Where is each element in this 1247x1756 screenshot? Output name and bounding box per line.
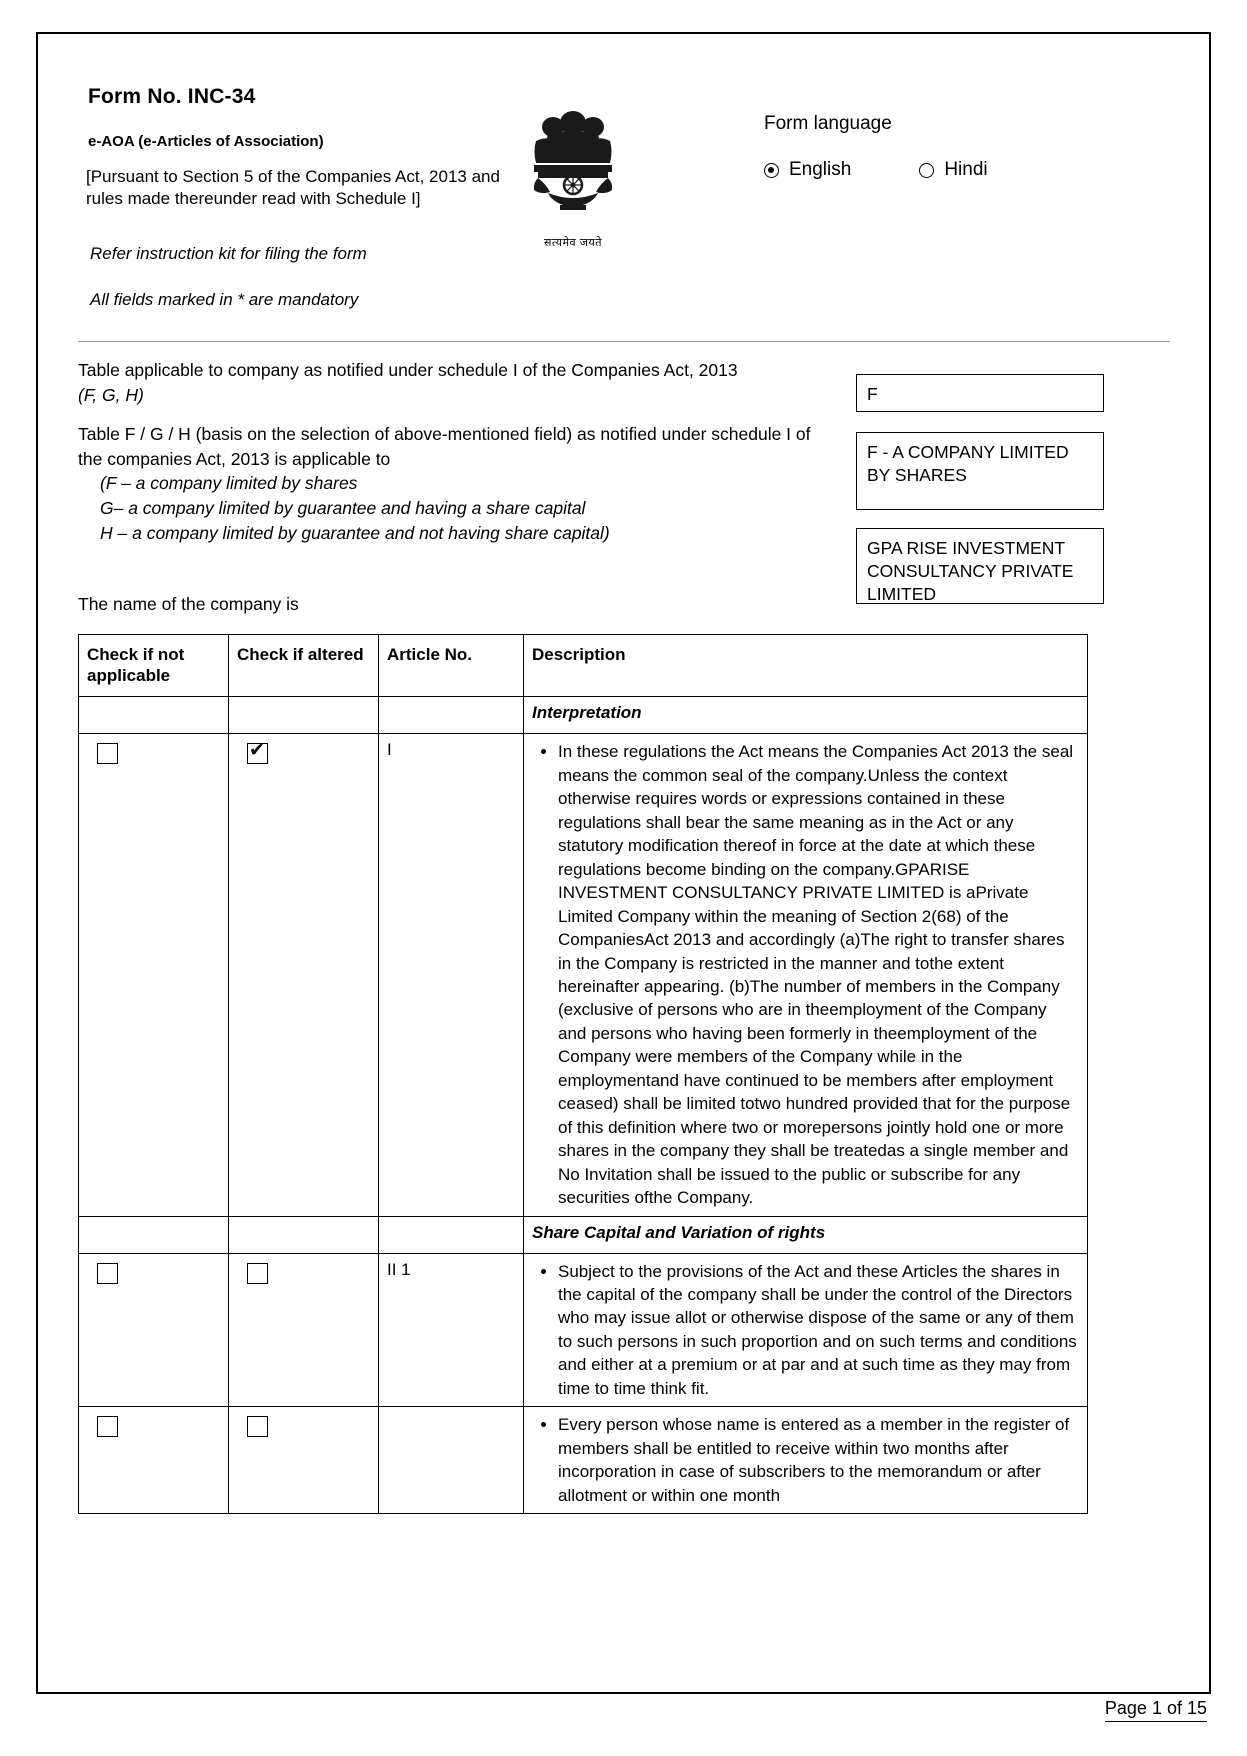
company-name-label: The name of the company is xyxy=(78,593,299,614)
header-divider xyxy=(78,341,1170,342)
section2-blank-cell-2 xyxy=(229,1216,379,1253)
section-title-share-capital: Share Capital and Variation of rights xyxy=(524,1216,1088,1253)
form-subtitle: e-AOA (e-Articles of Association) xyxy=(88,133,324,150)
section-blank-cell-3 xyxy=(379,697,524,734)
language-option-english[interactable] xyxy=(764,159,851,181)
form-language-label: Form language xyxy=(764,113,892,134)
row-3-article-no xyxy=(379,1407,524,1514)
intro-section xyxy=(78,358,1170,622)
instruction-kit-note: Refer instruction kit for filing the form xyxy=(90,243,367,263)
intro-bullet-h: H – a company limited by guarantee and not having share capital) xyxy=(100,523,610,544)
header-check-altered: Check if altered xyxy=(229,635,379,697)
checkbox-not-applicable-icon[interactable] xyxy=(97,1263,118,1284)
checkbox-not-applicable-icon[interactable] xyxy=(97,743,118,764)
form-number: Form No. INC-34 xyxy=(88,85,256,108)
row-1-description-text: • In these regulations the Act means the Companies Act 2013 the seal means the common seal of the company.Unless the context otherwise requires words or expressions contained in these regulations shall bear the same meaning as in the Act or any statutory modification thereof in force at the date at which these regulations become binding on the company.GPARISE INVESTMENT CONSULTANCY PRIVATE LIMITED is aPrivate Limited Company within the meaning of Section 2(68) of the CompaniesAct 2013 and accordingly (a)The right to transfer shares in the Company is restricted in the manner and tothe extent hereinafter appearing. (b)The number of members in the Company (exclusive of persons who are in theemployment of the Company and persons who having been formerly in theemployment of the Company were members of the Company while in the employmentand have continued to be members after employment ceased) shall be limited totwo hundred provided that for the purpose of this definition where two or morepersons jointly hold one or more shares in the company they shall be treatedas a single member and No Invitation shall be issued to the public or subscribe for any securities ofthe Company. xyxy=(558,740,1079,1209)
company-name-field[interactable]: GPA RISE INVESTMENT CONSULTANCY PRIVATE LIMITED xyxy=(856,528,1104,604)
section-row-interpretation xyxy=(79,697,1088,734)
section-blank-cell-2 xyxy=(229,697,379,734)
intro-line-1: Table applicable to company as notified under schedule I of the Companies Act, 2013 xyxy=(78,360,738,380)
section-blank-cell-1 xyxy=(79,697,229,734)
applicable-table-field[interactable]: F - A COMPANY LIMITED BY SHARES xyxy=(856,432,1104,510)
row-2-description-text: • Subject to the provisions of the Act and these Articles the shares in the capital of the company shall be under the control of the Directors who may issue allot or otherwise dispose of the same or any of them to such persons in such proportion and on such terms and conditions and either at a premium or at par and at such time as they may from time to time think fit. xyxy=(558,1260,1079,1401)
header-description: Description xyxy=(524,635,1088,697)
row-3-description xyxy=(524,1407,1088,1514)
table-row xyxy=(79,734,1088,1216)
table-header-row xyxy=(79,635,1088,697)
section-title-interpretation: Interpretation xyxy=(524,697,1088,734)
row-1-not-applicable-cell[interactable] xyxy=(79,734,229,1216)
form-language-block xyxy=(764,113,1094,181)
row-2-altered-cell[interactable] xyxy=(229,1253,379,1407)
section-row-share-capital xyxy=(79,1216,1088,1253)
radio-hindi-icon[interactable] xyxy=(919,163,934,178)
page-footer: Page 1 of 15 xyxy=(1105,1698,1207,1722)
intro-line-2: Table F / G / H (basis on the selection of above-mentioned field) as notified under schedule I of the companies Act, 2013 is applicable to xyxy=(78,423,811,469)
row-2-article-no: II 1 xyxy=(379,1253,524,1407)
checkbox-altered-icon[interactable] xyxy=(247,743,268,764)
header-article-no: Article No. xyxy=(379,635,524,697)
language-option-english-label: English xyxy=(789,159,852,180)
section2-blank-cell-1 xyxy=(79,1216,229,1253)
header-check-not-applicable: Check if not applicable xyxy=(79,635,229,697)
table-row xyxy=(79,1253,1088,1407)
intro-bullet-g: G– a company limited by guarantee and having a share capital xyxy=(100,498,586,519)
national-emblem xyxy=(508,105,638,250)
checkbox-altered-icon[interactable] xyxy=(247,1263,268,1284)
emblem-icon xyxy=(518,105,628,233)
row-1-description xyxy=(524,734,1088,1216)
row-2-description xyxy=(524,1253,1088,1407)
form-pursuant-note: [Pursuant to Section 5 of the Companies Act, 2013 and rules made thereunder read with Schedule I] xyxy=(86,167,500,208)
checkbox-not-applicable-icon[interactable] xyxy=(97,1416,118,1437)
row-1-altered-cell[interactable] xyxy=(229,734,379,1216)
row-3-altered-cell[interactable] xyxy=(229,1407,379,1514)
language-option-hindi-label: Hindi xyxy=(944,159,988,180)
schedule-table-field[interactable]: F xyxy=(856,374,1104,412)
form-header xyxy=(78,85,1170,335)
checkbox-altered-icon[interactable] xyxy=(247,1416,268,1437)
row-1-article-no: I xyxy=(379,734,524,1216)
form-language-options xyxy=(764,159,1094,181)
intro-line-1-italic: (F, G, H) xyxy=(78,384,144,405)
articles-table xyxy=(78,634,1088,1514)
row-3-description-text: • Every person whose name is entered as a member in the register of members shall be entitled to receive within two months after incorporation in case of subscribers to the memorandum or after allotment or within one month xyxy=(558,1413,1079,1507)
row-2-not-applicable-cell[interactable] xyxy=(79,1253,229,1407)
language-option-hindi[interactable] xyxy=(919,159,987,181)
intro-bullet-f: (F – a company limited by shares xyxy=(100,473,358,494)
page-content xyxy=(78,70,1170,1514)
mandatory-fields-note: All fields marked in * are mandatory xyxy=(90,289,359,309)
table-row xyxy=(79,1407,1088,1514)
radio-english-icon[interactable] xyxy=(764,163,779,178)
row-3-not-applicable-cell[interactable] xyxy=(79,1407,229,1514)
emblem-motto: सत्यमेव जयते xyxy=(543,237,603,249)
section2-blank-cell-3 xyxy=(379,1216,524,1253)
